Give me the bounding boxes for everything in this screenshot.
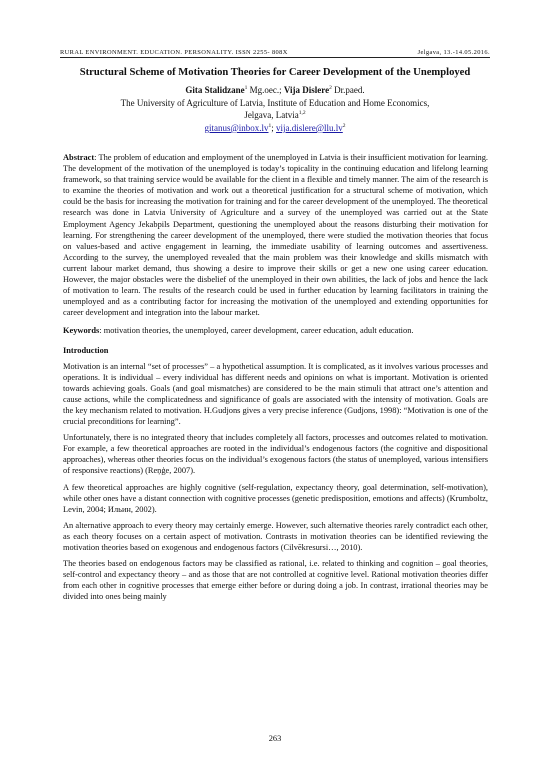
abstract-text: : The problem of education and employment of the unemployed in Latvia is their insufficient motivation for learning. The development of the motivation of the unemployed is today’s topicality in the continuing education and lifelong learning framework, so that training service would be available for the client in a flexible and timely manner. The aim of the research is to examine the theories of motivation and work out a theoretical justification for a structural scheme of motivation, which could be the basis for increasing the motivation for training and for the career development of the unemployed. The theoretical research was done in Latvia University of Agriculture and a survey of the unemployed was carried out at the State Employment Agency Jekabpils Department, questioning the unemployed about the reasons disturbing their motivation for learning. For strengthening the career development of the unemployed, there were studied the motivation theories that focus on values-based and active engagement in learning, the immediate usability of learning outcomes and assertiveness. According to the survey, the unemployed revealed that the main problem was their knowledge and skills mismatch with current labour market demand, thus showing a desire to improve their skills or get a new one using career education. However, the major obstacles were the disbelief of the unemployed in their own abilities, the lack of jobs and hence the lack of motivation to learn. The results of the research could be used in further education by learning facilitators in training the unemployed and as a contributing factor for increasing the motivation of the unemployed and extending opportunities for career development and integration into the labour market.	[63, 153, 488, 318]
abstract-label: Abstract	[63, 153, 95, 162]
email-link-2[interactable]: vija.dislere@llu.lv	[276, 122, 343, 133]
author-2-sup: 2	[329, 85, 332, 91]
running-header	[60, 44, 490, 56]
email-separator: ;	[271, 122, 277, 133]
author-line	[60, 84, 490, 97]
email-line	[60, 122, 490, 135]
author-2-degree: Dr.paed.	[331, 85, 365, 95]
section-heading-introduction: Introduction	[63, 345, 109, 355]
city-sup: 1,2	[298, 110, 306, 117]
email-1-sup: 1	[268, 122, 272, 129]
body-paragraph: Unfortunately, there is no integrated theory that includes completely all factors, processes and outcomes related to motivation. For example, a few theoretical approaches are rooted in the individual’s endogenous factors (the cognitive and dispositional approaches), whereas other theories focus on the individual’s exogenous factors (the status of unemployed, various intensifiers of responsive reactions) (Reņģe, 2007).	[63, 433, 488, 476]
conference-date: Jelgava, 13.-14.05.2016.	[417, 49, 490, 56]
article-body	[63, 152, 488, 607]
author-1-name: Gita Stalidzane	[185, 85, 245, 95]
body-paragraph: Motivation is an internal “set of processes” – a hypothetical assumption. It is complicated, as it involves various processes and operations. It is individual – every individual has different needs and opinions on what is important. Motivation is oriented towards achieving goals. Goals (and goal mismatches) are considered to be the main stimuli that attract one’s attention and cause actions, while the complicatedness and significance of goals are associated with the intensity of motivation. Goals are the key mechanism related to motivation. H.Gudjons gives a very precise inference (Gudjons, 1998): “Motivation is one of the crucial preconditions for learning”.	[63, 361, 488, 427]
body-paragraph: An alternative approach to every theory may certainly emerge. However, such alternative theories rarely contradict each other, as each theory focuses on a certain aspect of motivation. Contrasts in motivation theories can be identified reviewing the motivation theories based on exogenous and endogenous factors (Cilvēkresursi…, 2010).	[63, 520, 488, 552]
abstract-paragraph	[63, 152, 488, 318]
author-block	[60, 84, 490, 134]
keywords-text: : motivation theories, the unemployed, career development, career education, adult education.	[99, 326, 414, 336]
city: Jelgava, Latvia	[244, 110, 299, 121]
author-1-sup: 1	[244, 85, 248, 91]
page-number: 263	[268, 734, 282, 743]
journal-info: RURAL ENVIRONMENT. EDUCATION. PERSONALITY. ISSN 2255- 808X	[60, 49, 288, 56]
header-divider	[60, 57, 490, 58]
email-link-1[interactable]: gitanus@inbox.lv	[204, 122, 269, 133]
city-line	[60, 109, 490, 122]
keywords-paragraph	[63, 325, 488, 336]
body-paragraph: A few theoretical approaches are highly cognitive (self-regulation, expectancy theory, goal determination, self-motivation), while other ones have a distant connection with cognitive processes (genetic predisposition, emotions and affects) (Krumboltz, Levin, 2004; Ильин, 2002).	[63, 482, 488, 514]
keywords-label: Keywords	[63, 326, 100, 336]
body-paragraph: The theories based on endogenous factors may be classified as rational, i.e. related to thinking and cognition – goal theories, self-control and expectancy theory – and as those that are not controlled at cognitive level. Rational motivation theories differ from each other in cognitive processes that emerge either before or during doing a job. In contrast, irrational theories may be divided into ones being mainly	[63, 559, 488, 602]
paper-title: Structural Scheme of Motivation Theories for Career Development of the Unemployed	[79, 67, 471, 78]
author-2-name: Vija Dislere	[283, 85, 330, 95]
affiliation: The University of Agriculture of Latvia, Institute of Education and Home Economics,	[120, 97, 430, 108]
author-1-degree: Mg.oec.;	[247, 85, 284, 95]
email-2-sup: 2	[342, 122, 346, 129]
